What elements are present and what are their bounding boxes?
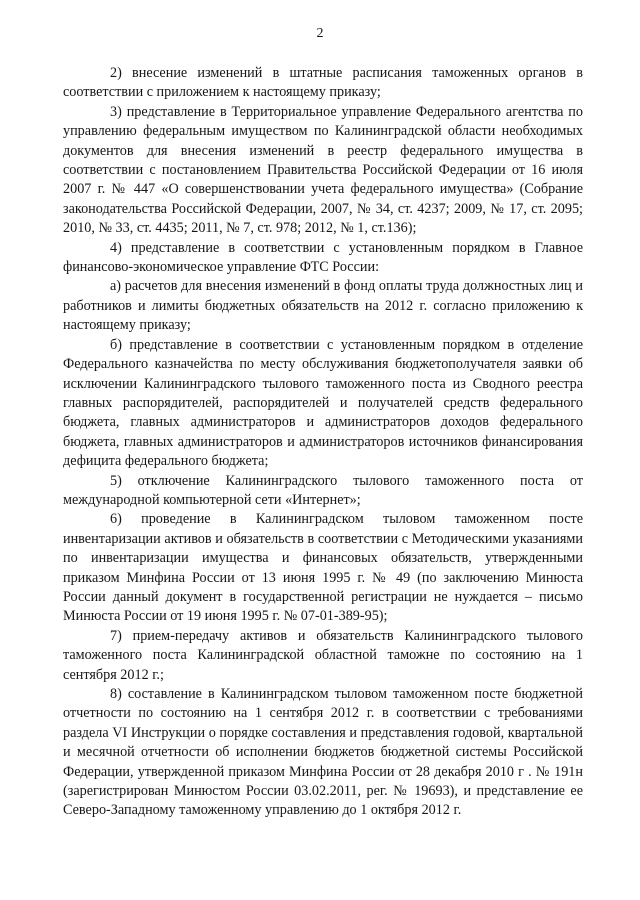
document-body [63, 64, 583, 821]
paragraph-item-4: 4) представление в соответствии с установленным порядком в Главное финансово-экономическое управление ФТС России: [63, 239, 583, 276]
paragraph-item-3: 3) представление в Территориальное управление Федерального агентства по управлению федеральным имуществом по Калининградской области необходимых документов для внесения изменений в реестр федерального имущества в соответствии с постановлением Правительства Российской Федерации от 16 июля 2007 г. № 447 «О совершенствовании учета федерального имущества» (Собрание законодательства Российской Федерации, 2007, № 34, ст. 4237; 2009, № 17, ст. 2095; 2010, № 33, ст. 4435; 2011, № 7, ст. 978; 2012, № 1, ст.136); [63, 103, 583, 237]
paragraph-item-8: 8) составление в Калининградском тыловом таможенном посте бюджетной отчетности по состоянию на 1 сентября 2012 г. в соответствии с требованиями раздела VI Инструкции о порядке составления и представления годовой, квартальной и месячной отчетности об исполнении бюджетов бюджетной системы Российской Федерации, утвержденной приказом Минфина России от 28 декабря 2010 г . № 191н (зарегистрирован Минюстом России 03.02.2011, рег. № 19693), и представление ее Северо-Западному таможенному управлению до 1 октября 2012 г. [63, 686, 583, 819]
paragraph-item-5: 5) отключение Калининградского тылового таможенного поста от международной компьютерной сети «Интернет»; [63, 472, 583, 508]
paragraph-item-7: 7) прием-передачу активов и обязательств Калининградского тылового таможенного поста Калининградской областной таможне по состоянию на 1 сентября 2012 г.; [63, 627, 583, 683]
paragraph-item-6: 6) проведение в Калининградском тыловом таможенном посте инвентаризации активов и обязательств в соответствии с Методическими указаниями по инвентаризации имущества и финансовых обязательств, утвержденными приказом Минфина России от 13 июня 1995 г. № 49 (по заключению Минюста России данный документ в государственной регистрации не нуждается – письмо Минюста России от 19 июня 1995 г. № 07-01-389-95); [63, 511, 583, 625]
paragraph-subitem-a: а) расчетов для внесения изменений в фонд оплаты труда должностных лиц и работников и лимиты бюджетных обязательств на 2012 г. согласно приложению к настоящему приказу; [63, 278, 583, 334]
page-number: 2 [316, 26, 324, 41]
paragraph-subitem-b: б) представление в соответствии с установленным порядком в отделение Федерального казначейства по месту обслуживания бюджетополучателя заявки об исключении Калининградского тылового таможенного поста из Сводного реестра главных распорядителей, распорядителей и получателей средств федерального бюджета, главных администраторов и администраторов доходов федерального бюджета, главных администраторов и администраторов источников финансирования дефицита федерального бюджета; [63, 336, 583, 470]
paragraph-item-2: 2) внесение изменений в штатные расписания таможенных органов в соответствии с приложением к настоящему приказу; [63, 65, 583, 101]
